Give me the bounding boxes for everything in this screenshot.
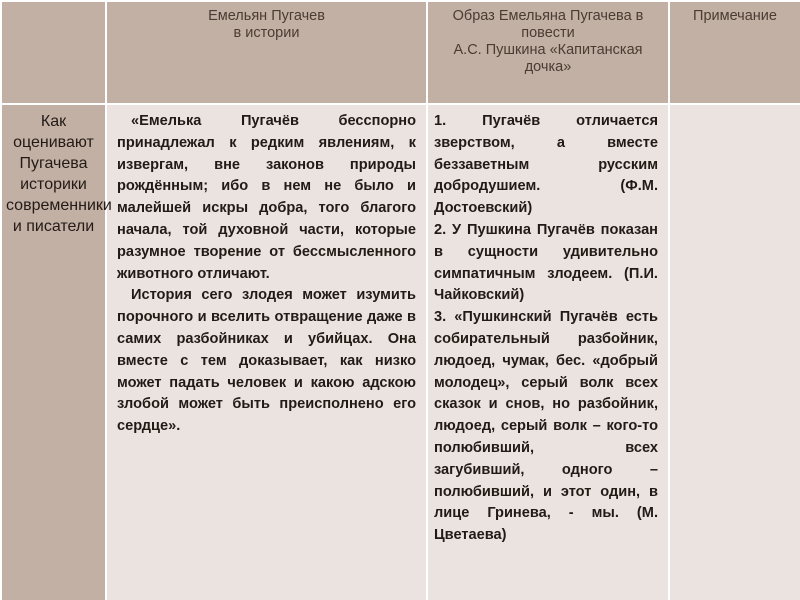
header-history-line2: в истории <box>233 25 300 41</box>
history-cell <box>106 104 427 600</box>
novel-cell <box>427 104 669 600</box>
row-label-cell <box>1 104 112 600</box>
content-row <box>1 104 800 600</box>
row-label: Как оценивают Пугачева историки современники и писатели <box>6 113 112 235</box>
header-note-label: Примечание <box>693 8 777 24</box>
header-empty-cell <box>1 1 106 104</box>
note-cell <box>669 104 800 600</box>
history-paragraph: «Емелька Пугачёв бесспорно принадлежал к редким явлениям, к извергам, вне законов природы рождённым; ибо в нем не было и малейшей искры добра, того благого начала, той духовной части, которые разумное творение от бессмысленного животного отличают. <box>117 113 416 282</box>
header-history-line1: Емельян Пугачев <box>208 8 325 24</box>
novel-item: 2. У Пушкина Пугачёв показан в сущности удивительно симпатичным злодеем. (П.И. Чайковский) <box>434 221 658 304</box>
header-novel <box>427 1 669 104</box>
header-novel-line2: А.С. Пушкина «Капитанская дочка» <box>453 42 643 75</box>
novel-item: 3. «Пушкинский Пугачёв есть собирательный разбойник, людоед, чумак, бес. «добрый молодец», серый волк всех сказок и снов, но разбойник, людоед, серый волк – кого-то полюбивший, всех загубивший, одного – полюбивший, и этот один, в лице Гринева, - мы. (М. Цветаева) <box>434 309 658 544</box>
header-novel-line1: Образ Емельяна Пугачева в повести <box>452 8 644 41</box>
header-history <box>106 1 427 104</box>
novel-item: 1. Пугачёв отличается зверством, а вместе беззаветным русским добродушием. (Ф.М. Достоевский) <box>434 113 658 217</box>
header-row <box>1 1 800 104</box>
header-note <box>669 1 800 104</box>
history-paragraph: История сего злодея может изумить порочного и вселить отвращение даже в самих разбойниках и убийцах. Она вместе с тем доказывает, как низко может падать человек и какою адскою злобой может быть преисполнено его сердце». <box>117 287 416 435</box>
